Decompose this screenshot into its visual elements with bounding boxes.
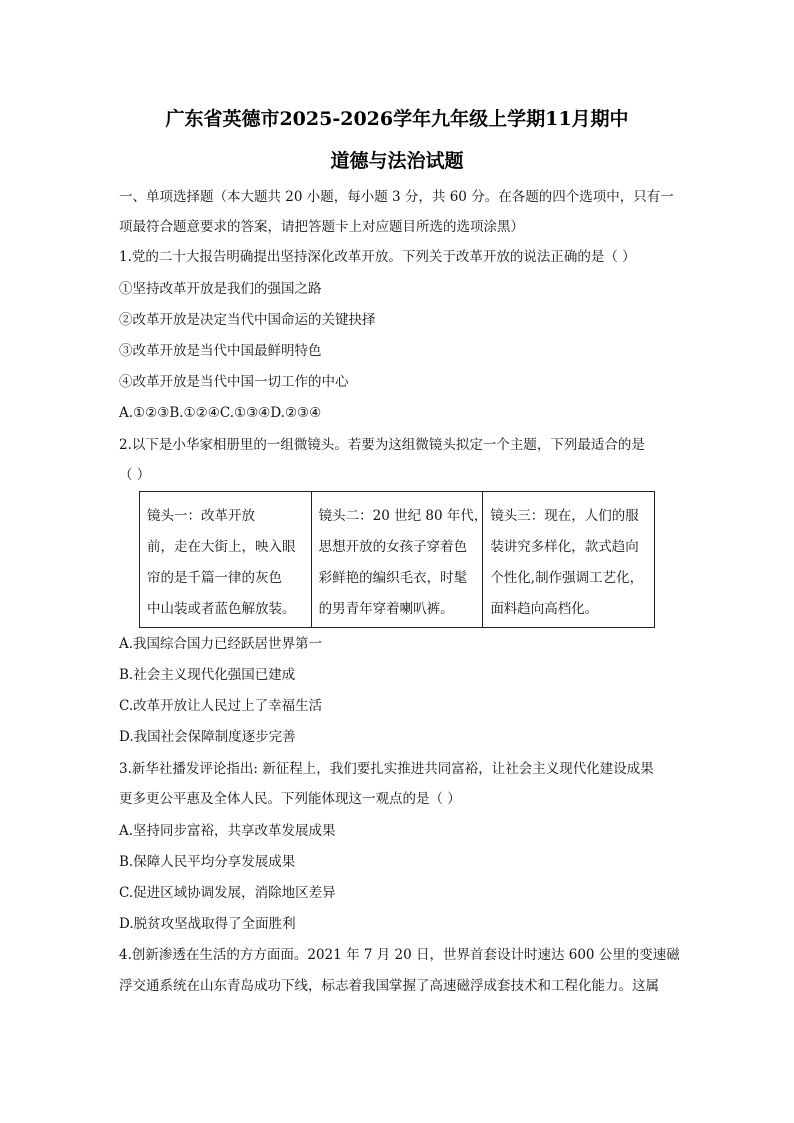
table-cell-shot-3 [483, 492, 655, 628]
question-1-options: A.①②③B.①②④C.①③④D.②③④ [119, 405, 322, 421]
document-title: 广东省英德市2025-2026学年九年级上学期11月期中 [165, 108, 629, 130]
question-2-stem-continued: （ ） [119, 467, 151, 483]
cell-line: 面料趋向高档化。 [490, 601, 599, 617]
question-3-option-c: C.促进区域协调发展，消除地区差异 [119, 885, 336, 901]
cell-line: 前，走在大街上，映入眼 [147, 539, 296, 555]
question-4-stem: 4.创新渗透在生活的方方面面。2021 年 7 月 20 日，世界首套设计时速达 600 公里的变速磁 [119, 947, 680, 963]
cell-line: 帘的是千篇一律的灰色 [147, 570, 282, 586]
cell-line: 彩鲜艳的编织毛衣，时髦 [318, 570, 468, 586]
question-2-option-c: C.改革开放让人民过上了幸福生活 [119, 698, 323, 714]
question-3-option-d: D.脱贫攻坚战取得了全面胜利 [119, 916, 296, 932]
question-1-statement-2: ②改革开放是决定当代中国命运的关键抉择 [119, 312, 376, 328]
cell-line: 镜头二：20 世纪 80 年代， [318, 508, 488, 524]
section-instruction-continued: 项最符合题意要求的答案，请把答题卡上对应题目所选的选项涂黑） [119, 219, 524, 235]
cell-line: 思想开放的女孩子穿着色 [318, 539, 468, 555]
cell-line: 的男青年穿着喇叭裤。 [318, 601, 454, 617]
cell-line: 个性化,制作强调工艺化， [490, 570, 644, 586]
question-3-option-b: B.保障人民平均分享发展成果 [119, 854, 296, 870]
question-1-statement-4: ④改革开放是当代中国一切工作的中心 [119, 374, 349, 390]
table-cell-shot-1 [140, 492, 312, 628]
question-3-stem-continued: 更多更公平惠及全体人民。下列能体现这一观点的是（ ） [119, 791, 461, 807]
question-2-option-b: B.社会主义现代化强国已建成 [119, 667, 296, 683]
question-2-table [139, 491, 655, 628]
question-1-statement-3: ③改革开放是当代中国最鲜明特色 [119, 343, 322, 359]
question-2-stem: 2.以下是小华家相册里的一组微镜头。若要为这组微镜头拟定一个主题，下列最适合的是 [119, 437, 645, 453]
question-2-option-a: A.我国综合国力已经跃居世界第一 [119, 636, 323, 652]
cell-line: 装讲究多样化，款式趋向 [490, 539, 639, 555]
table-cell-shot-2 [311, 492, 488, 628]
table-row [140, 492, 655, 628]
cell-line: 中山装或者蓝色解放装。 [147, 601, 296, 617]
question-2-option-d: D.我国社会保障制度逐步完善 [119, 729, 296, 745]
question-1-stem: 1.党的二十大报告明确提出坚持深化改革开放。下列关于改革开放的说法正确的是（ ） [119, 249, 636, 265]
question-3-stem: 3.新华社播发评论指出: 新征程上，我们要扎实推进共同富裕，让社会主义现代化建设成果 [119, 761, 654, 777]
section-instruction: 一、单项选择题（本大题共 20 小题，每小题 3 分，共 60 分。在各题的四个选项中，只有一 [119, 189, 674, 205]
document-subtitle: 道德与法治试题 [330, 150, 464, 172]
question-4-stem-continued: 浮交通系统在山东青岛成功下线，标志着我国掌握了高速磁浮成套技术和工程化能力。这属 [119, 978, 659, 994]
cell-line: 镜头一：改革开放 [147, 508, 255, 524]
question-1-statement-1: ①坚持改革开放是我们的强国之路 [119, 281, 322, 297]
question-3-option-a: A.坚持同步富裕，共享改革发展成果 [119, 823, 336, 839]
cell-line: 镜头三：现在，人们的服 [490, 508, 639, 524]
